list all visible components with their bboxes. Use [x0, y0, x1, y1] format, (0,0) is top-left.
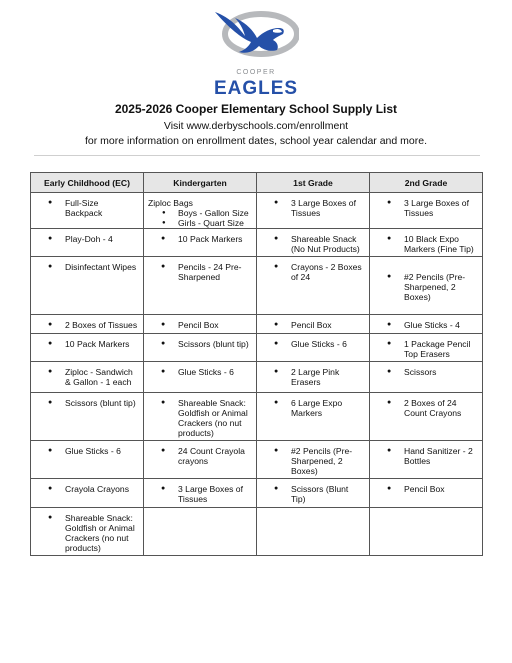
list-item: ● Crayola Crayons	[31, 484, 143, 494]
table-cell	[370, 479, 483, 508]
table-row	[31, 193, 483, 229]
list-item: ● 2 Large Pink Erasers	[257, 367, 369, 387]
list-item: ● Pencil Box	[257, 320, 369, 330]
table-cell	[370, 441, 483, 479]
table-cell	[370, 193, 483, 229]
list-item: ● Shareable Snack: Goldfish or Animal Crackers (no nut products)	[144, 398, 256, 438]
list-item: ● Ziploc - Sandwich & Gallon - 1 each	[31, 367, 143, 387]
table-row	[31, 315, 483, 334]
list-item: ● 3 Large Boxes of Tissues	[144, 484, 256, 504]
table-cell	[257, 479, 370, 508]
table-cell	[144, 257, 257, 315]
table-cell	[144, 315, 257, 334]
table-header-row	[31, 173, 483, 193]
table-cell	[31, 479, 144, 508]
table-cell	[144, 441, 257, 479]
table-cell	[144, 334, 257, 362]
table-cell	[144, 229, 257, 257]
table-cell	[31, 257, 144, 315]
list-item: ● Shareable Snack (No Nut Products)	[257, 234, 369, 254]
list-item: ● Play-Doh - 4	[31, 234, 143, 244]
table-cell	[257, 362, 370, 393]
list-item: ● Crayons - 2 Boxes of 24	[257, 262, 369, 282]
table-cell	[31, 441, 144, 479]
list-item: ● Glue Sticks - 6	[31, 446, 143, 456]
table-row	[31, 334, 483, 362]
column-header: 2nd Grade	[370, 173, 483, 193]
table-cell	[144, 479, 257, 508]
table-cell	[31, 362, 144, 393]
divider	[34, 155, 480, 156]
list-item: ● 2 Boxes of 24 Count Crayons	[370, 398, 482, 418]
list-item: ● Pencil Box	[144, 320, 256, 330]
table-cell	[370, 362, 483, 393]
table-cell	[257, 257, 370, 315]
list-item: ● 24 Count Crayola crayons	[144, 446, 256, 466]
table-cell	[31, 229, 144, 257]
list-item: ● #2 Pencils (Pre-Sharpened, 2 Boxes)	[370, 272, 482, 302]
table-cell	[370, 393, 483, 441]
table-cell	[257, 334, 370, 362]
list-item: ● 6 Large Expo Markers	[257, 398, 369, 418]
cooper-eagles-logo	[213, 6, 299, 98]
table-cell	[144, 508, 257, 556]
list-item: ● Shareable Snack: Goldfish or Animal Crackers (no nut products)	[31, 513, 143, 553]
list-item: ● Scissors	[370, 367, 482, 377]
table-cell	[31, 334, 144, 362]
list-item: ● Scissors (blunt tip)	[144, 339, 256, 349]
table-cell	[31, 393, 144, 441]
info-line: for more information on enrollment dates, school year calendar and more.	[84, 135, 427, 147]
table-cell	[144, 193, 257, 229]
table-cell	[144, 362, 257, 393]
table-row	[31, 229, 483, 257]
table-cell	[31, 193, 144, 229]
table-cell	[370, 257, 483, 315]
table-row	[31, 508, 483, 556]
list-item: ● Scissors (Blunt Tip)	[257, 484, 369, 504]
page-title: 2025-2026 Cooper Elementary School Supply List	[114, 102, 398, 116]
column-header: 1st Grade	[257, 173, 370, 193]
table-cell	[257, 193, 370, 229]
list-item: ● 2 Boxes of Tissues	[31, 320, 143, 330]
column-header: Early Childhood (EC)	[31, 173, 144, 193]
list-item: ● Boys - Gallon Size	[144, 208, 256, 218]
list-item: ● Girls - Quart Size	[144, 218, 256, 228]
table-row	[31, 257, 483, 315]
enrollment-link-line: Visit www.derbyschools.com/enrollment	[163, 120, 349, 132]
list-item: ● 10 Pack Markers	[144, 234, 256, 244]
list-item: ● Glue Sticks - 4	[370, 320, 482, 330]
table-row	[31, 393, 483, 441]
table-row	[31, 362, 483, 393]
list-item: ● 3 Large Boxes of Tissues	[370, 198, 482, 218]
table-cell	[257, 508, 370, 556]
list-item: ● Glue Sticks - 6	[257, 339, 369, 349]
logo-wordmark-large: EAGLES	[213, 78, 299, 98]
table-cell	[257, 393, 370, 441]
list-item: ● Scissors (blunt tip)	[31, 398, 143, 408]
list-item: ● Pencils - 24 Pre-Sharpened	[144, 262, 256, 282]
table-cell	[370, 315, 483, 334]
list-item: ● 3 Large Boxes of Tissues	[257, 198, 369, 218]
list-item: ● Hand Sanitizer - 2 Bottles	[370, 446, 482, 466]
table-cell	[257, 315, 370, 334]
ziploc-label: Ziploc Bags	[148, 198, 193, 208]
table-cell	[370, 334, 483, 362]
list-item: ● Glue Sticks - 6	[144, 367, 256, 377]
list-item: ● 10 Pack Markers	[31, 339, 143, 349]
list-item: ● Full-Size Backpack	[31, 198, 143, 218]
list-item: ● Pencil Box	[370, 484, 482, 494]
list-item: ● #2 Pencils (Pre-Sharpened, 2 Boxes)	[257, 446, 369, 476]
table-cell	[257, 229, 370, 257]
table-cell	[257, 441, 370, 479]
list-item: ● 10 Black Expo Markers (Fine Tip)	[370, 234, 482, 254]
logo-gray-ring	[225, 14, 297, 54]
list-item: ● 1 Package Pencil Top Erasers	[370, 339, 482, 359]
list-item: ● Disinfectant Wipes	[31, 262, 143, 272]
table-row	[31, 441, 483, 479]
table-cell	[31, 508, 144, 556]
table-cell	[370, 229, 483, 257]
table-cell	[144, 393, 257, 441]
table-cell	[31, 315, 144, 334]
logo-wordmark-small: COOPER	[236, 69, 276, 76]
table-row	[31, 479, 483, 508]
supply-table	[30, 172, 483, 556]
column-header: Kindergarten	[144, 173, 257, 193]
table-cell	[370, 508, 483, 556]
